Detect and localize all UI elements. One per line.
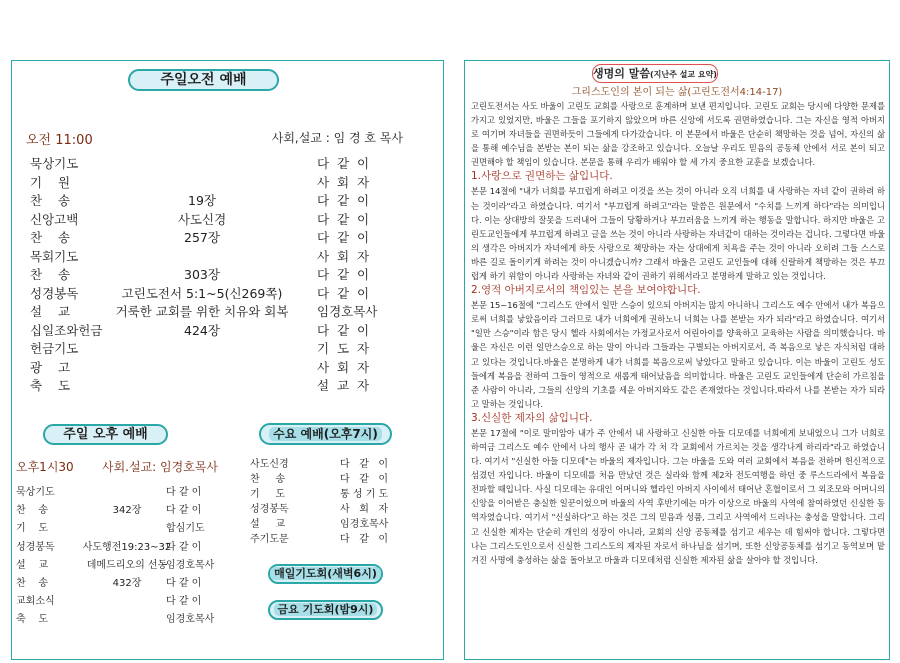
order-item: [12, 321, 445, 340]
order-item-by: 통 성 기 도: [340, 489, 389, 500]
order-item: [242, 455, 442, 470]
order-item-by: 다 같 이: [340, 459, 389, 470]
order-item-by: 다 같 이: [340, 474, 389, 485]
order-item-by: 임경호목사: [317, 304, 378, 319]
order-item-detail: 257장: [184, 230, 220, 245]
order-item: [12, 191, 445, 210]
order-item-name: 성경봉독: [250, 504, 289, 515]
order-item-name: 축 도: [30, 378, 71, 393]
order-item-name: 묵상기도: [16, 487, 55, 498]
afternoon-service-time: 오후1시30: [16, 460, 74, 474]
order-item: [242, 530, 442, 545]
order-item-name: 기 도: [250, 489, 286, 500]
friday-prayer-meeting: 금요 기도회(밤9시): [268, 600, 383, 620]
order-item: [12, 556, 242, 574]
order-item-detail: 거룩한 교회를 위한 치유와 회복: [115, 304, 289, 319]
order-item-detail: 424장: [184, 322, 220, 338]
sermon-point-text: 본문 14절에 "내가 너희를 부끄럽게 하려고 이것을 쓰는 것이 아니라 오직 너희를 내 사랑하는 자녀 같이 권하려 하는 것이라"라고 하였습니다. 여기서 "부끄럽게 하려고"라는 말씀은 원문에서 "수치를 느끼게 하다"라는 의미입니다. 이는 상대방의 잘못을 드러내어 그들이 당황하거나 부끄러움을 느끼게 하는 행동을 말합니다. 하지만 바울은 고린도교인들에게 부끄럽게 하려고 글을 쓰는 것이 아니라 사랑하는 자녀같이 대하는 것이라는 겁니다. 그렇다면 바울의 생각은 아버지가 자녀에게 하듯 사랑으로 책망하는 자는 상대에게 치욕을 주는 것이 아니라 오히려 그들 스스로 바른 길로 돌이키게 하려는 것이 아니겠습니까? 그래서 바울은 고린도 교인들에 대해 신랄하게 책망하는 것은 부끄럽게 하기 위함이 아니라 사랑하는 자녀와 같이 권하기 위해서라고 분명하게 말하고 있는 것입니다.: [471, 186, 885, 282]
order-item-by: 임경호목사: [340, 519, 389, 530]
order-item: [12, 538, 242, 556]
order-item: [12, 358, 445, 377]
order-item-name: 묵상기도: [30, 156, 79, 171]
sermon-intro: 고린도전서는 사도 바울이 고린도 교회를 사랑으로 훈계하며 보낸 편지입니다. 고린도 교회는 당시에 다양한 문제를 가지고 있었지만, 바울은 그들을 포기하지 않았으며 바른 신앙에 서도록 권면하였습니다. 그는 자신을 영적 아버지로 여기며 자녀들을 권면하듯이 그들에게 다가갔습니다. 이 본문에서 바울은 단순히 책망하는 것을 넘어, 자신의 삶을 통해 예수님을 본받는 본이 되는 삶을 강조하고 있습니다. 오늘날 우리도 믿음의 공동체 안에서 서로 본이 되고 권면해야 할 책임이 있습니다. 본문을 통해 우리가 배워야 할 세 가지 중요한 교훈을 보겠습니다.: [471, 101, 885, 168]
sermon-point-heading: 2.영적 아버지로서의 책임있는 본을 보여야합니다.: [471, 284, 701, 297]
order-item-by: 다 같 이: [317, 285, 370, 301]
order-item-name: 성경봉독: [30, 285, 79, 301]
order-item-name: 사도신경: [250, 459, 289, 470]
worship-order-panel: [11, 60, 444, 660]
order-item: [12, 247, 445, 266]
order-item-name: 기 원: [30, 174, 71, 190]
order-item: [242, 500, 442, 515]
order-item-by: 다 같 이: [340, 534, 389, 545]
order-item-detail: 432장: [112, 578, 142, 589]
order-item: [12, 483, 242, 501]
order-item-detail: 사도행전19:23~32: [82, 541, 172, 553]
order-item-by: 사 회 자: [317, 174, 370, 190]
order-item-name: 광 고: [30, 359, 71, 375]
sermon-subtitle: 그리스도인의 본이 되는 삶(고린도전서4:14-17): [571, 87, 783, 98]
wednesday-service-order: [242, 455, 442, 565]
order-item-name: 찬 송: [30, 193, 71, 208]
order-item-by: 다 같 이: [166, 541, 202, 553]
order-item-name: 설 교: [16, 559, 49, 571]
order-item-by: 다 같 이: [317, 193, 370, 208]
order-item: [12, 173, 445, 192]
order-item-by: 다 같 이: [166, 578, 202, 589]
order-item-detail: 19장: [188, 193, 216, 208]
daily-prayer-meeting: 매일기도회(새벽6시): [268, 564, 383, 584]
order-item: [12, 339, 445, 358]
order-item-name: 찬 송: [30, 230, 71, 245]
order-item-by: 임경호목사: [166, 614, 215, 626]
order-item: [12, 501, 242, 519]
order-item-by: 사 회 자: [340, 504, 389, 515]
morning-service-title: 주일오전 예배: [128, 69, 279, 91]
order-item-detail: 303장: [184, 267, 220, 282]
order-item-by: 임경호목사: [166, 559, 215, 571]
order-item-detail: 데메드리오의 선동: [86, 559, 168, 571]
order-item-name: 찬 송: [250, 474, 286, 485]
sermon-point-heading: 1.사랑으로 권면하는 삶입니다.: [471, 170, 613, 183]
order-item-detail: 342장: [112, 505, 142, 517]
order-item: [12, 210, 445, 229]
order-item-by: 다 같 이: [317, 322, 370, 338]
order-item-name: 교회소식: [16, 596, 55, 608]
order-item-name: 성경봉독: [16, 541, 55, 553]
order-item-by: 다 같 이: [166, 596, 202, 608]
sermon-point-heading: 3.신실한 제자의 삶입니다.: [471, 411, 593, 424]
order-item: [12, 592, 242, 610]
order-item: [12, 519, 242, 537]
order-item-by: 다 같 이: [166, 487, 202, 498]
order-item: [12, 302, 445, 321]
order-item-name: 기 도: [16, 523, 49, 535]
morning-service-order: [12, 154, 445, 394]
afternoon-service-title: 주일 오후 예배: [43, 424, 168, 445]
order-item-name: 찬 송: [16, 578, 49, 589]
order-item-name: 찬 송: [30, 267, 71, 282]
sermon-point-text: 본문 15~16절에 "그리스도 안에서 일만 스승이 있으되 아버지는 많지 아니하니 그리스도 예수 안에서 내가 복음으로써 너희를 낳았음이라 그러므로 내가 너희에게 권하노니 너희는 나를 본받는 자가 되라"라고 하였습니다. 여기서 "일만 스승"이라 함은 당시 헬라 사회에서는 가정교사로서 어린아이를 양육하고 교육하는 사람을 의미했습니다. 바울은 자신은 이런 일만스승으로 하는 말이 아니라 그들과는 구별되는 아버지로서, 즉 복음으로 낳은 자식처럼 대하고 있다는 것입니다.바울은 분명하게 내가 너희를 복음으로써 낳았다고 말하고 있습니다. 이는 바울이 고린도 성도들에게 복음을 전하여 그들이 영적으로 새롭게 태어났음을 의미합니다. 바울은 고린도 교인들에게 단순히 가르침을 준 사람이 아니라, 그들의 신앙의 기초를 세운 아버지와도 같은 존재였다는 것입니다.따라서 나를 본받는 자가 되라고 말하는 것입니다.: [471, 300, 885, 409]
order-item-by: 기 도 자: [317, 341, 370, 356]
sermon-title: 생명의 말씀(지난주 설교 요약): [592, 64, 718, 83]
order-item: [12, 610, 242, 628]
sermon-body: [471, 99, 885, 567]
order-item: [242, 470, 442, 485]
order-item: [12, 228, 445, 247]
order-item-name: 신앙고백: [30, 211, 79, 227]
order-item-by: 사 회 자: [317, 359, 370, 375]
order-item-by: 설 교 자: [317, 378, 370, 393]
order-item-name: 설 교: [250, 519, 286, 530]
order-item-by: 사 회 자: [317, 248, 370, 264]
order-item-name: 축 도: [16, 614, 49, 626]
order-item: [12, 376, 445, 395]
sermon-point-text: 본문 17절에 "이로 말미암아 내가 주 안에서 내 사랑하고 신실한 아들 디모데를 너희에게 보내었으니 그가 너희로 하여금 그리스도 예수 안에서 나의 행사 곧 내가 각 처 각 교회에서 가르치는 것을 생각나게 하리라"라고 하였습니다. 여기서 "신실한 아들 디모데"는 바울의 제자입니다. 그는 바울을 도와 여러 교회에서 복음을 전하며 헌신적으로 섬겼던 자입니다. 바울이 디모데를 처음 만났던 것은 실라와 함께 제2차 전도여행을 하던 중 루스드라에서 복음을 전파할 때입니다. 사실 디모데는 유대인 어머니와 헬라인 아버지 사이에서 태어난 혼혈이로서 그 외조모와 어머니의 신앙을 이어받은 충실한 일꾼이었으며 바울의 사역 후반기에는 마가 이상으로 바울의 사역에 참여하였던 신실한 동역자였습니다. 여기서 "신실하다"고 하는 것은 그의 믿음과 성품, 그리고 사역에서 드러나는 충성을 말합니다. 그리고 신실한 제자는 단순히 개인의 성장이 아니라, 교회의 신앙 공동체를 섬기고 세우는 데 힘써야 합니다. 그렇다면 나는 그리스도인으로서 신실한 그리스도의 제자된 자로서 하나님을 섬기며, 또한 신앙공동체를 섬기고 동역보며 맡겨진 사명에 충성하는 삶을 돌아보고 바울과 디모데처럼 신실한 제자된 삶을 살아야 할 것입니다.: [471, 427, 885, 565]
morning-service-time: 오전 11:00: [26, 133, 93, 148]
order-item-detail: 사도신경: [177, 211, 227, 227]
order-item-name: 헌금기도: [30, 341, 79, 356]
morning-service-leader: 사회,설교 : 임 경 호 목사: [271, 131, 403, 145]
wednesday-service-title: 수요 예배(오후7시): [259, 423, 392, 445]
order-item-name: 찬 송: [16, 505, 49, 517]
order-item-by: 다 같 이: [317, 211, 370, 227]
order-item-name: 설 교: [30, 304, 71, 319]
order-item-by: 합심기도: [166, 523, 205, 535]
order-item-name: 주기도문: [250, 534, 289, 545]
afternoon-service-leader: 사회.설교: 임경호목사: [102, 460, 219, 474]
order-item: [12, 284, 445, 303]
order-item: [12, 574, 242, 592]
sermon-summary-panel: [464, 60, 890, 660]
order-item-by: 다 같 이: [317, 230, 370, 245]
order-item: [242, 515, 442, 530]
order-item-detail: 고린도전서 5:1~5(신269쪽): [121, 285, 283, 301]
order-item: [242, 485, 442, 500]
afternoon-service-order: [12, 483, 242, 658]
order-item: [12, 154, 445, 173]
order-item: [12, 265, 445, 284]
order-item-name: 십일조와헌금: [30, 322, 103, 338]
order-item-name: 목회기도: [30, 248, 79, 264]
order-item-by: 다 같 이: [166, 505, 202, 517]
order-item-by: 다 같 이: [317, 156, 370, 171]
order-item-by: 다 같 이: [317, 267, 370, 282]
